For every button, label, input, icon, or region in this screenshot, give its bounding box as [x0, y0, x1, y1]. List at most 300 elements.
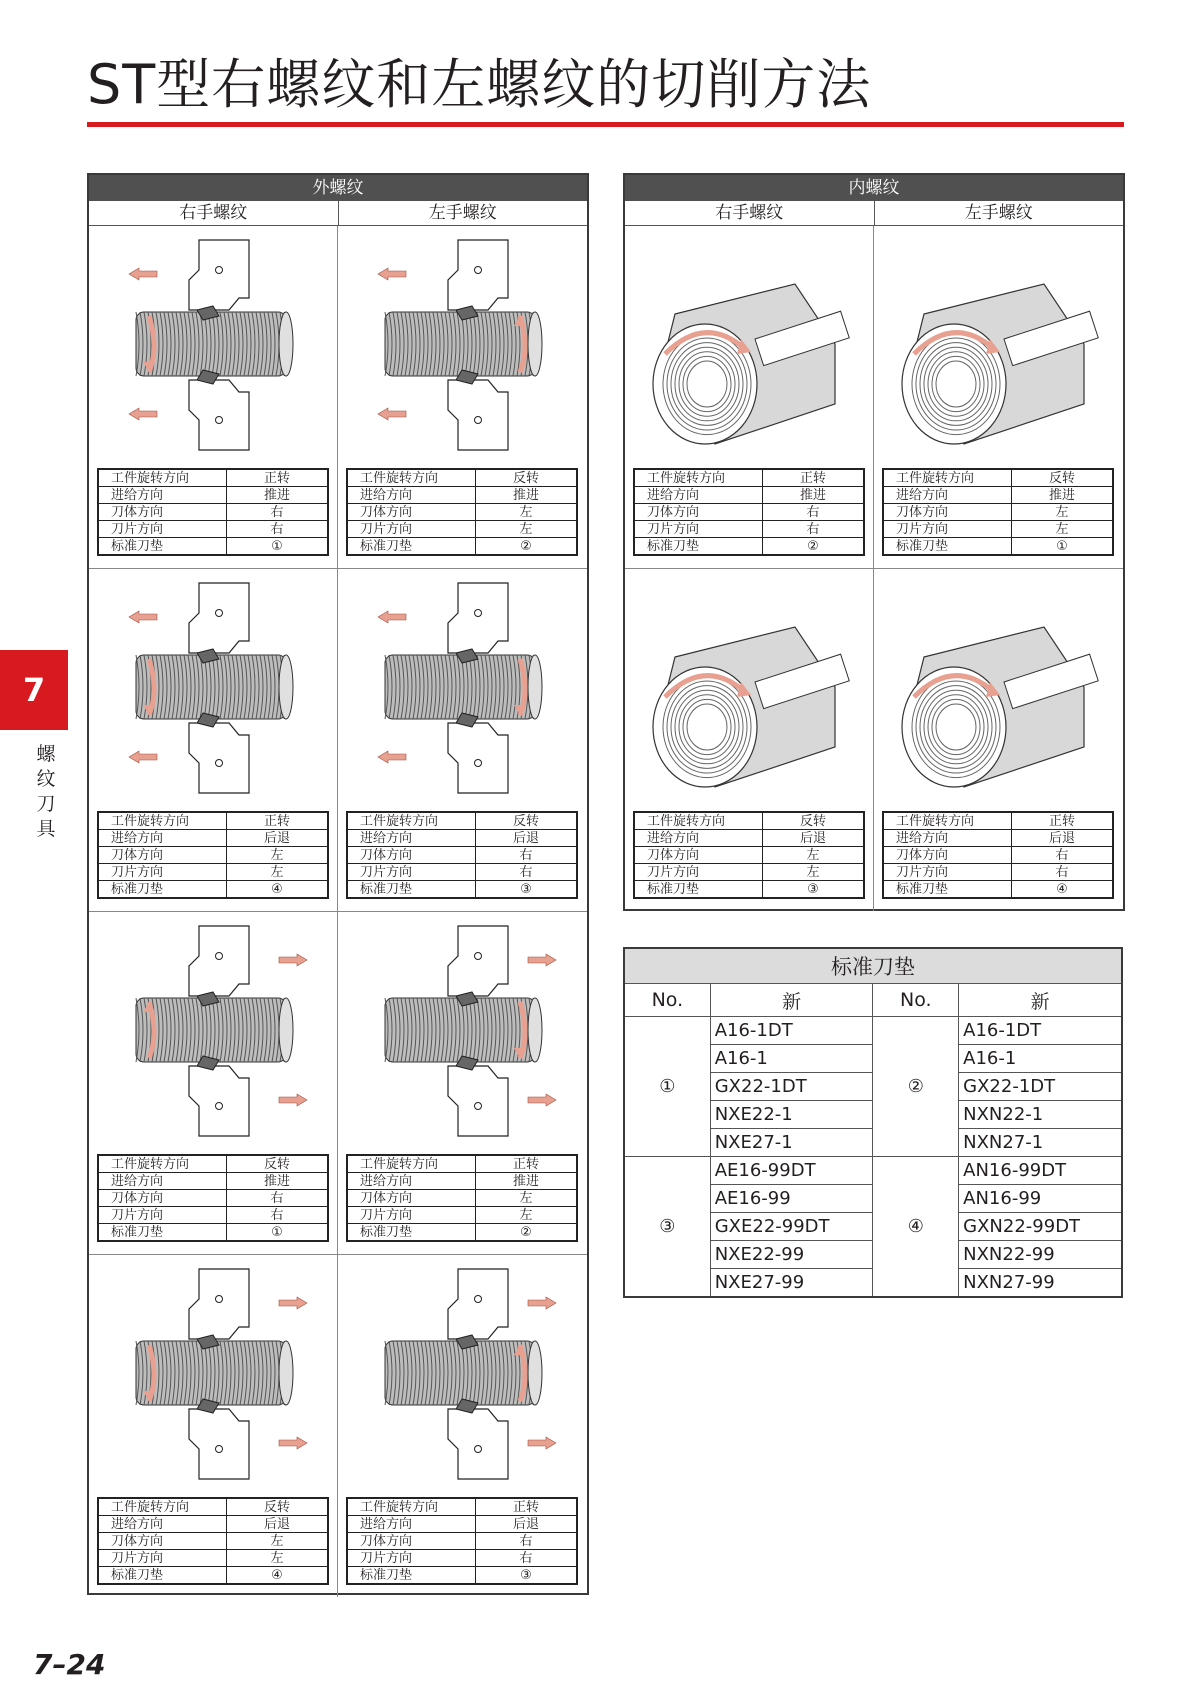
spec-value: 推进	[227, 1173, 329, 1190]
spec-value: 右	[476, 847, 578, 864]
pad-col-new: 新	[710, 984, 873, 1017]
spec-label: 刀片方向	[634, 864, 763, 881]
spec-label: 进给方向	[634, 487, 763, 504]
bottom-tool-holder	[448, 1399, 508, 1479]
spec-label: 标准刀垫	[347, 1567, 476, 1585]
thread-case-cell	[338, 569, 587, 912]
spec-label: 刀体方向	[347, 504, 476, 521]
spec-value: 推进	[476, 1173, 578, 1190]
spec-row	[883, 487, 1113, 504]
pad-code: NXE22-1	[710, 1101, 873, 1129]
pad-col-no: No.	[873, 984, 959, 1017]
spec-value: ②	[476, 538, 578, 556]
cutting-spec-table	[346, 1154, 578, 1242]
spec-value: 推进	[763, 487, 865, 504]
spec-value: 正转	[1012, 812, 1114, 830]
bottom-tool-holder	[189, 713, 249, 793]
spec-label: 标准刀垫	[98, 881, 227, 899]
pad-code: NXN27-99	[959, 1269, 1122, 1298]
cutting-spec-table	[97, 811, 329, 899]
spec-label: 刀片方向	[347, 1207, 476, 1224]
thread-case-cell	[89, 226, 338, 569]
top-tool-holder	[448, 583, 508, 663]
spec-row	[347, 1567, 577, 1585]
spec-value: 左	[227, 1533, 329, 1550]
spec-label: 标准刀垫	[98, 538, 227, 556]
spec-row	[98, 1155, 328, 1173]
spec-value: 后退	[1012, 830, 1114, 847]
pad-code: GXN22-99DT	[959, 1213, 1122, 1241]
top-tool-holder	[189, 1269, 249, 1349]
cutting-method-illustration	[348, 920, 576, 1148]
spec-label: 工件旋转方向	[883, 469, 1012, 487]
spec-label: 刀片方向	[98, 521, 227, 538]
cutting-method-illustration	[348, 1263, 576, 1491]
spec-label: 刀体方向	[98, 847, 227, 864]
spec-value: 左	[1012, 504, 1114, 521]
cutting-spec-table	[346, 468, 578, 556]
feed-arrow-icon	[129, 268, 157, 280]
spec-label: 进给方向	[98, 487, 227, 504]
spec-label: 刀片方向	[634, 521, 763, 538]
pad-code: A16-1DT	[959, 1017, 1122, 1045]
spec-row	[98, 1224, 328, 1242]
spec-row	[98, 830, 328, 847]
threaded-bore-workpiece	[653, 284, 849, 444]
spec-row	[634, 864, 864, 881]
threaded-shaft	[136, 655, 293, 719]
spec-row	[634, 847, 864, 864]
spec-row	[883, 538, 1113, 556]
spec-row	[98, 1190, 328, 1207]
feed-arrow-icon	[378, 751, 406, 763]
thread-case-cell	[89, 569, 338, 912]
spec-label: 进给方向	[883, 487, 1012, 504]
pad-code: AE16-99	[710, 1185, 873, 1213]
pad-code: NXE22-99	[710, 1241, 873, 1269]
thread-case-cell	[625, 226, 874, 569]
spec-label: 刀体方向	[634, 847, 763, 864]
spec-label: 刀体方向	[634, 504, 763, 521]
spec-row	[347, 504, 577, 521]
threaded-shaft	[136, 312, 293, 376]
spec-value: 右	[476, 864, 578, 881]
page-number: 7–24	[33, 1648, 106, 1681]
cutting-spec-table	[346, 1497, 578, 1585]
pad-number: ③	[624, 1157, 710, 1298]
spec-label: 工件旋转方向	[347, 1155, 476, 1173]
pad-col-new: 新	[959, 984, 1122, 1017]
spec-value: 左	[763, 864, 865, 881]
spec-label: 工件旋转方向	[347, 812, 476, 830]
spec-value: 右	[227, 521, 329, 538]
spec-label: 工件旋转方向	[98, 1498, 227, 1516]
spec-row	[98, 1533, 328, 1550]
spec-label: 标准刀垫	[98, 1567, 227, 1585]
bottom-tool-holder	[448, 370, 508, 450]
pad-code: A16-1	[959, 1045, 1122, 1073]
pad-code: NXE27-99	[710, 1269, 873, 1298]
thread-case-cell	[338, 226, 587, 569]
spec-value: ②	[476, 1224, 578, 1242]
spec-row	[634, 487, 864, 504]
spec-row	[98, 504, 328, 521]
spec-label: 进给方向	[634, 830, 763, 847]
internal-case-grid	[625, 226, 1123, 911]
spec-label: 刀片方向	[883, 864, 1012, 881]
spec-label: 标准刀垫	[98, 1224, 227, 1242]
spec-row	[98, 847, 328, 864]
spec-label: 工件旋转方向	[347, 1498, 476, 1516]
spec-label: 工件旋转方向	[634, 812, 763, 830]
spec-label: 标准刀垫	[883, 538, 1012, 556]
spec-value: 右	[227, 1207, 329, 1224]
pad-code: NXN22-99	[959, 1241, 1122, 1269]
cutting-spec-table	[633, 811, 865, 899]
pad-code: A16-1	[710, 1045, 873, 1073]
spec-label: 进给方向	[347, 1173, 476, 1190]
spec-row	[347, 538, 577, 556]
feed-arrow-icon	[279, 1437, 307, 1449]
right-hand-thread-head: 右手螺纹	[715, 203, 784, 223]
spec-row	[98, 1567, 328, 1585]
chapter-label-char: 刀	[36, 793, 56, 815]
spec-row	[883, 469, 1113, 487]
spec-value: 右	[476, 1533, 578, 1550]
cutting-spec-table	[882, 468, 1114, 556]
spec-label: 刀体方向	[347, 1533, 476, 1550]
internal-thread-header: 内螺纹	[625, 175, 1123, 201]
spec-value: 推进	[476, 487, 578, 504]
spec-value: ④	[227, 1567, 329, 1585]
spec-value: ②	[763, 538, 865, 556]
spec-row	[98, 812, 328, 830]
spec-value: 后退	[227, 830, 329, 847]
thread-case-cell	[874, 569, 1123, 911]
spec-label: 标准刀垫	[634, 538, 763, 556]
spec-row	[634, 538, 864, 556]
cutting-method-illustration	[635, 577, 863, 805]
pad-col-no: No.	[624, 984, 710, 1017]
title-rule	[87, 122, 1124, 127]
spec-label: 标准刀垫	[347, 881, 476, 899]
spec-row	[347, 487, 577, 504]
cutting-method-illustration	[348, 234, 576, 462]
spec-row	[347, 1550, 577, 1567]
pad-code: AE16-99DT	[710, 1157, 873, 1185]
spec-row	[347, 521, 577, 538]
spec-row	[883, 830, 1113, 847]
feed-arrow-icon	[279, 954, 307, 966]
spec-label: 工件旋转方向	[347, 469, 476, 487]
spec-label: 刀片方向	[347, 521, 476, 538]
spec-label: 标准刀垫	[634, 881, 763, 899]
spec-value: 反转	[476, 469, 578, 487]
pad-number: ②	[873, 1017, 959, 1157]
spec-label: 刀体方向	[98, 504, 227, 521]
spec-value: 左	[476, 1190, 578, 1207]
spec-value: 左	[227, 847, 329, 864]
spec-row	[347, 881, 577, 899]
spec-label: 进给方向	[883, 830, 1012, 847]
spec-label: 刀体方向	[883, 504, 1012, 521]
spec-value: 推进	[1012, 487, 1114, 504]
pad-code: NXN27-1	[959, 1129, 1122, 1157]
spec-value: 正转	[476, 1498, 578, 1516]
spec-label: 刀片方向	[347, 864, 476, 881]
external-thread-header: 外螺纹	[89, 175, 587, 201]
spec-label: 刀体方向	[98, 1533, 227, 1550]
pad-row	[624, 1017, 1122, 1045]
right-hand-thread-head: 右手螺纹	[179, 203, 248, 223]
top-tool-holder	[189, 240, 249, 320]
spec-row	[347, 1516, 577, 1533]
spec-value: 正转	[227, 812, 329, 830]
pad-code: NXN22-1	[959, 1101, 1122, 1129]
left-hand-thread-head: 左手螺纹	[338, 201, 588, 225]
spec-row	[98, 864, 328, 881]
spec-label: 标准刀垫	[883, 881, 1012, 899]
page-title: ST型右螺纹和左螺纹的切削方法	[87, 53, 872, 116]
feed-arrow-icon	[378, 268, 406, 280]
cutting-spec-table	[633, 468, 865, 556]
internal-thread-panel	[623, 173, 1125, 911]
cutting-spec-table	[882, 811, 1114, 899]
pad-code: AN16-99DT	[959, 1157, 1122, 1185]
spec-row	[347, 1498, 577, 1516]
spec-value: 反转	[476, 812, 578, 830]
spec-value: 右	[476, 1550, 578, 1567]
spec-value: 左	[476, 1207, 578, 1224]
spec-value: 右	[763, 521, 865, 538]
spec-row	[883, 504, 1113, 521]
pad-number: ①	[624, 1017, 710, 1157]
threaded-shaft	[136, 1341, 293, 1405]
cutting-method-illustration	[99, 577, 327, 805]
feed-arrow-icon	[129, 408, 157, 420]
top-tool-holder	[189, 926, 249, 1006]
spec-value: ①	[227, 538, 329, 556]
spec-value: 左	[476, 521, 578, 538]
feed-arrow-icon	[378, 408, 406, 420]
spec-row	[883, 881, 1113, 899]
internal-column-heads	[625, 201, 1123, 226]
spec-value: 正转	[476, 1155, 578, 1173]
top-tool-holder	[448, 1269, 508, 1349]
spec-label: 刀片方向	[883, 521, 1012, 538]
spec-value: 后退	[763, 830, 865, 847]
spec-value: 后退	[476, 1516, 578, 1533]
chapter-label-char: 纹	[36, 768, 56, 790]
spec-label: 刀体方向	[883, 847, 1012, 864]
spec-row	[347, 812, 577, 830]
thread-case-cell	[338, 912, 587, 1255]
cutting-method-illustration	[99, 1263, 327, 1491]
pad-code: NXE27-1	[710, 1129, 873, 1157]
spec-row	[347, 1224, 577, 1242]
threaded-shaft	[136, 998, 293, 1062]
spec-value: ③	[763, 881, 865, 899]
cutting-method-illustration	[884, 577, 1112, 805]
cutting-spec-table	[97, 1497, 329, 1585]
chapter-label-char: 螺	[36, 743, 56, 765]
spec-row	[347, 1173, 577, 1190]
cutting-method-illustration	[99, 234, 327, 462]
spec-label: 进给方向	[98, 1516, 227, 1533]
spec-label: 工件旋转方向	[98, 1155, 227, 1173]
thread-case-cell	[625, 569, 874, 911]
spec-value: 正转	[763, 469, 865, 487]
pad-code: AN16-99	[959, 1185, 1122, 1213]
chapter-tab: 7	[0, 650, 68, 730]
spec-value: 反转	[1012, 469, 1114, 487]
feed-arrow-icon	[279, 1094, 307, 1106]
spec-row	[347, 830, 577, 847]
pad-row	[624, 1157, 1122, 1185]
spec-value: 后退	[227, 1516, 329, 1533]
spec-label: 进给方向	[347, 1516, 476, 1533]
spec-value: 后退	[476, 830, 578, 847]
spec-row	[98, 1516, 328, 1533]
spec-row	[634, 881, 864, 899]
spec-value: 左	[763, 847, 865, 864]
cutting-method-illustration	[348, 577, 576, 805]
spec-value: ③	[476, 881, 578, 899]
cutting-method-illustration	[99, 920, 327, 1148]
external-case-grid	[89, 226, 587, 1597]
spec-row	[883, 847, 1113, 864]
spec-label: 刀片方向	[98, 1550, 227, 1567]
spec-row	[98, 521, 328, 538]
pad-table-title: 标准刀垫	[624, 948, 1122, 984]
spec-row	[883, 812, 1113, 830]
spec-value: 右	[1012, 864, 1114, 881]
spec-value: 右	[1012, 847, 1114, 864]
spec-label: 刀片方向	[98, 1207, 227, 1224]
spec-value: 右	[763, 504, 865, 521]
feed-arrow-icon	[378, 611, 406, 623]
external-column-heads	[89, 201, 587, 226]
spec-row	[98, 1498, 328, 1516]
spec-label: 工件旋转方向	[98, 812, 227, 830]
thread-case-cell	[89, 912, 338, 1255]
spec-value: 正转	[227, 469, 329, 487]
feed-arrow-icon	[279, 1297, 307, 1309]
spec-label: 进给方向	[347, 487, 476, 504]
bottom-tool-holder	[448, 713, 508, 793]
left-hand-thread-head: 左手螺纹	[874, 201, 1124, 225]
spec-row	[347, 1207, 577, 1224]
pad-code: GXE22-99DT	[710, 1213, 873, 1241]
spec-value: ①	[227, 1224, 329, 1242]
spec-value: 反转	[227, 1155, 329, 1173]
bottom-tool-holder	[189, 1056, 249, 1136]
spec-label: 标准刀垫	[347, 538, 476, 556]
spec-value: 反转	[227, 1498, 329, 1516]
feed-arrow-icon	[528, 1297, 556, 1309]
chapter-label-char: 具	[36, 818, 56, 840]
top-tool-holder	[189, 583, 249, 663]
top-tool-holder	[448, 926, 508, 1006]
pad-code: GX22-1DT	[959, 1073, 1122, 1101]
spec-row	[98, 469, 328, 487]
spec-row	[634, 812, 864, 830]
spec-label: 进给方向	[98, 830, 227, 847]
thread-case-cell	[338, 1255, 587, 1597]
spec-label: 工件旋转方向	[634, 469, 763, 487]
cutting-spec-table	[97, 1154, 329, 1242]
bottom-tool-holder	[189, 1399, 249, 1479]
spec-value: ③	[476, 1567, 578, 1585]
spec-value: 右	[227, 1190, 329, 1207]
thread-case-cell	[874, 226, 1123, 569]
cutting-method-illustration	[635, 234, 863, 462]
spec-row	[98, 538, 328, 556]
spec-label: 刀体方向	[347, 847, 476, 864]
spec-value: 推进	[227, 487, 329, 504]
spec-value: 左	[227, 864, 329, 881]
threaded-bore-workpiece	[902, 627, 1098, 787]
feed-arrow-icon	[528, 1437, 556, 1449]
spec-row	[883, 521, 1113, 538]
spec-row	[347, 1190, 577, 1207]
chapter-label	[34, 742, 58, 842]
spec-row	[634, 830, 864, 847]
external-thread-panel	[87, 173, 589, 1595]
feed-arrow-icon	[528, 954, 556, 966]
threaded-bore-workpiece	[653, 627, 849, 787]
threaded-bore-workpiece	[902, 284, 1098, 444]
spec-value: ④	[227, 881, 329, 899]
feed-arrow-icon	[129, 611, 157, 623]
cutting-spec-table	[346, 811, 578, 899]
spec-row	[347, 847, 577, 864]
spec-value: ④	[1012, 881, 1114, 899]
spec-label: 刀体方向	[98, 1190, 227, 1207]
spec-row	[347, 469, 577, 487]
spec-value: 左	[476, 504, 578, 521]
spec-label: 刀片方向	[347, 1550, 476, 1567]
spec-row	[634, 504, 864, 521]
spec-row	[347, 864, 577, 881]
spec-row	[98, 487, 328, 504]
spec-row	[634, 469, 864, 487]
spec-label: 进给方向	[98, 1173, 227, 1190]
spec-label: 标准刀垫	[347, 1224, 476, 1242]
spec-row	[98, 881, 328, 899]
standard-pad-table	[623, 947, 1123, 1298]
spec-value: 右	[227, 504, 329, 521]
pad-table-body	[624, 1017, 1122, 1298]
spec-value: ①	[1012, 538, 1114, 556]
pad-number: ④	[873, 1157, 959, 1298]
spec-label: 刀体方向	[347, 1190, 476, 1207]
spec-value: 左	[1012, 521, 1114, 538]
feed-arrow-icon	[528, 1094, 556, 1106]
spec-label: 进给方向	[347, 830, 476, 847]
spec-row	[634, 521, 864, 538]
spec-label: 工件旋转方向	[98, 469, 227, 487]
spec-row	[347, 1155, 577, 1173]
spec-label: 刀片方向	[98, 864, 227, 881]
cutting-method-illustration	[884, 234, 1112, 462]
pad-code: GX22-1DT	[710, 1073, 873, 1101]
pad-code: A16-1DT	[710, 1017, 873, 1045]
spec-label: 工件旋转方向	[883, 812, 1012, 830]
top-tool-holder	[448, 240, 508, 320]
spec-row	[883, 864, 1113, 881]
thread-case-cell	[89, 1255, 338, 1597]
